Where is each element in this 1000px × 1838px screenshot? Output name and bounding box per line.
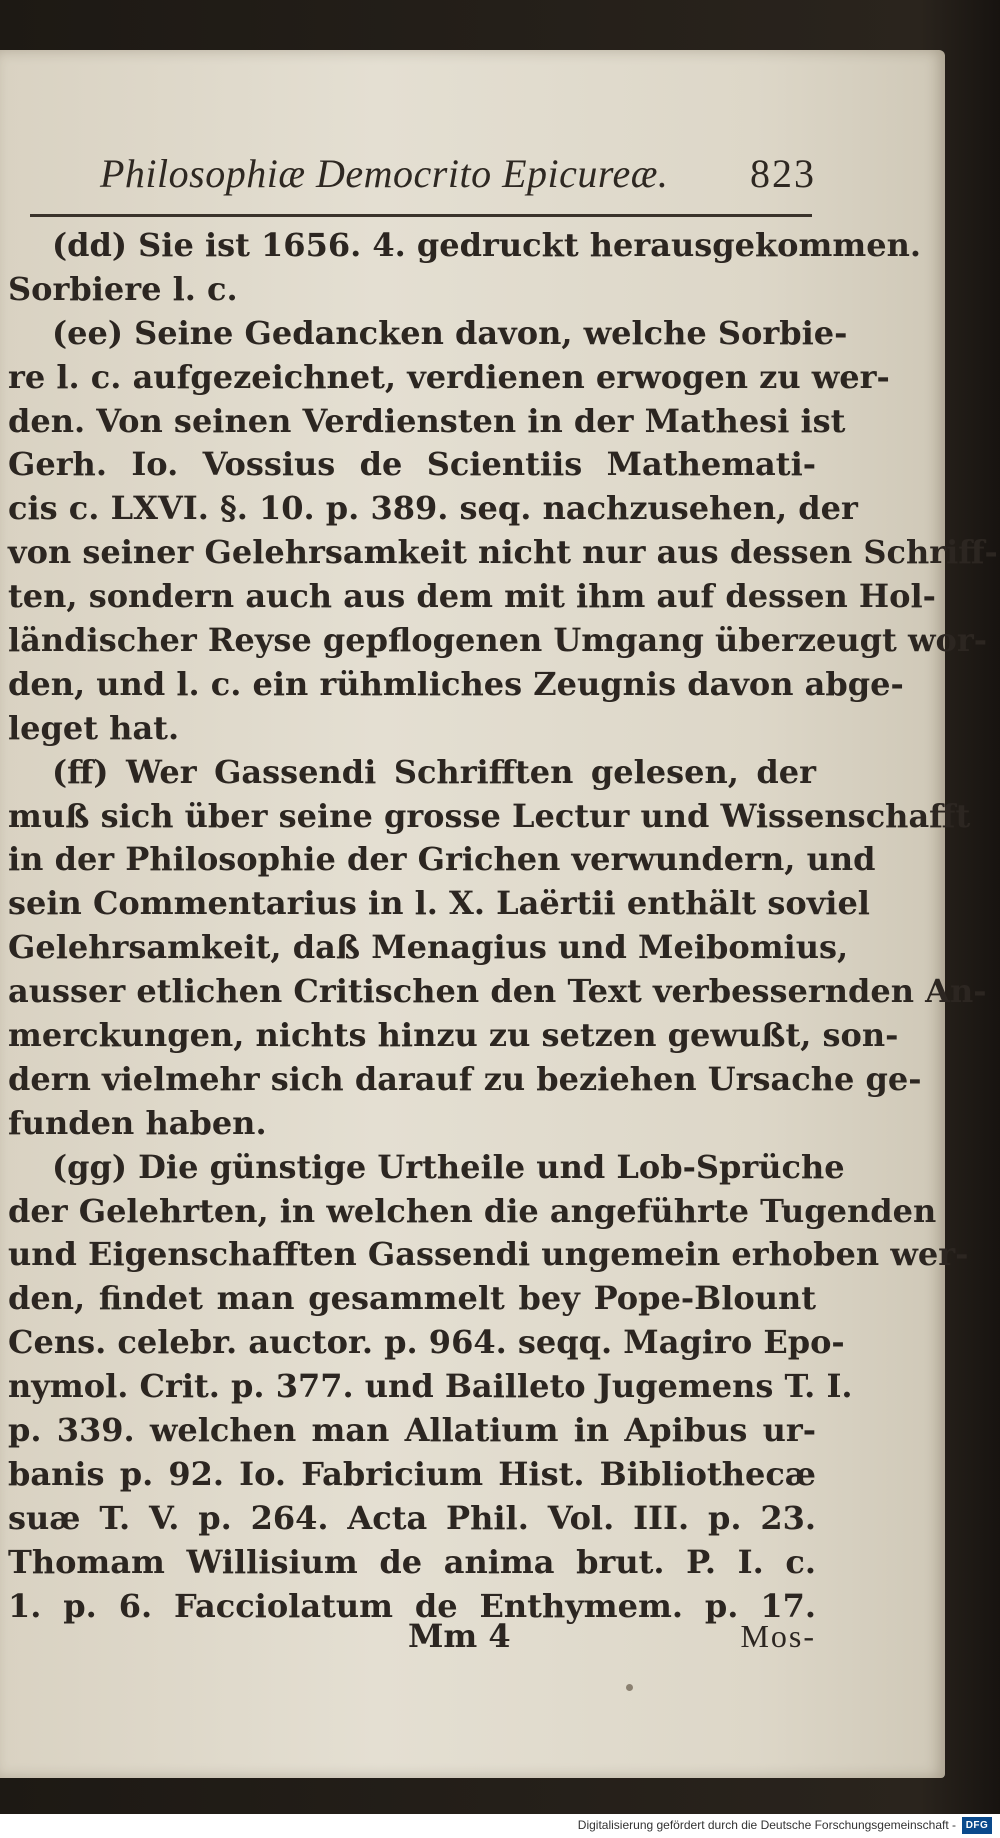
- text-line: p. 339. welchen man Allatium in Apibus ur-: [8, 1411, 816, 1450]
- text-line: den. Von seinen Verdiensten in der Mathesi ist: [8, 401, 846, 440]
- text-line: cis c. LXVI. §. 10. p. 389. seq. nachzusehen, der: [8, 489, 858, 528]
- text-line: Thomam Willisium de anima brut. P. I. c.: [8, 1542, 816, 1581]
- text-line: dern vielmehr sich darauf zu beziehen Ursache ge-: [8, 1059, 922, 1098]
- text-line: den, findet man gesammelt bey Pope-Blount: [8, 1279, 816, 1318]
- text-line: und Eigenschafften Gassendi ungemein erhoben wer-: [8, 1235, 969, 1274]
- text-line: (gg) Die günstige Urtheile und Lob-Sprüche: [52, 1147, 845, 1186]
- header-rule: [30, 214, 812, 217]
- text-line: muß sich über seine grosse Lectur und Wissenschafft: [8, 796, 971, 835]
- text-line: funden haben.: [8, 1103, 267, 1142]
- text-line: ten, sondern auch aus dem mit ihm auf dessen Hol-: [8, 577, 936, 616]
- text-line: sein Commentarius in l. X. Laërtii enthält soviel: [8, 884, 870, 923]
- text-line: der Gelehrten, in welchen die angeführte Tugenden: [8, 1191, 937, 1230]
- text-line: leget hat.: [8, 708, 180, 747]
- footer-credit: Digitalisierung gefördert durch die Deutsche Forschungsgemeinschaft -: [577, 1818, 956, 1832]
- text-line: re l. c. aufgezeichnet, verdienen erwogen zu wer-: [8, 357, 890, 396]
- signature-mark: Mm 4: [408, 1617, 511, 1655]
- text-line: banis p. 92. Io. Fabricium Hist. Bibliothecæ: [8, 1454, 816, 1493]
- text-line: Gerh. Io. Vossius de Scientiis Mathemati-: [8, 445, 816, 484]
- text-line: ländischer Reyse gepflogenen Umgang überzeugt wor-: [8, 621, 987, 660]
- page-number: 823: [750, 151, 816, 196]
- text-line: Gelehrsamkeit, daß Menagius und Meibomius,: [8, 928, 849, 967]
- page-header: [92, 146, 822, 208]
- catchline: [8, 1614, 816, 1658]
- dfg-logo: DFG: [962, 1817, 992, 1834]
- text-line: merckungen, nichts hinzu zu setzen gewußt, son-: [8, 1016, 899, 1055]
- body-text: [8, 224, 998, 1629]
- text-line: von seiner Gelehrsamkeit nicht nur aus dessen Schriff-: [8, 533, 998, 572]
- text-line: Cens. celebr. auctor. p. 964. seqq. Magiro Epo-: [8, 1323, 845, 1362]
- text-line: 1. p. 6. Facciolatum de Enthymem. p. 17.: [8, 1586, 816, 1625]
- catchword: Mos-: [740, 1618, 816, 1654]
- footer-bar: [0, 1814, 1000, 1838]
- text-line: den, und l. c. ein rühmliches Zeugnis davon abge-: [8, 664, 904, 703]
- text-line: ausser etlichen Critischen den Text verbessernden An-: [8, 972, 987, 1011]
- text-line: (dd) Sie ist 1656. 4. gedruckt herausgekommen.: [52, 226, 921, 264]
- text-line: (ee) Seine Gedancken davon, welche Sorbie-: [52, 313, 848, 352]
- text-line: (ff) Wer Gassendi Schrifften gelesen, der: [52, 752, 816, 791]
- text-line: in der Philosophie der Grichen verwundern, und: [8, 840, 876, 879]
- text-line: nymol. Crit. p. 377. und Bailleto Jugemens T. I.: [8, 1367, 853, 1406]
- running-title: Philosophiæ Democrito Epicureæ.: [100, 151, 669, 196]
- text-line: Sorbiere l. c.: [8, 269, 238, 308]
- text-line: suæ T. V. p. 264. Acta Phil. Vol. III. p. 23.: [8, 1498, 816, 1537]
- paper-speck: [626, 1684, 633, 1691]
